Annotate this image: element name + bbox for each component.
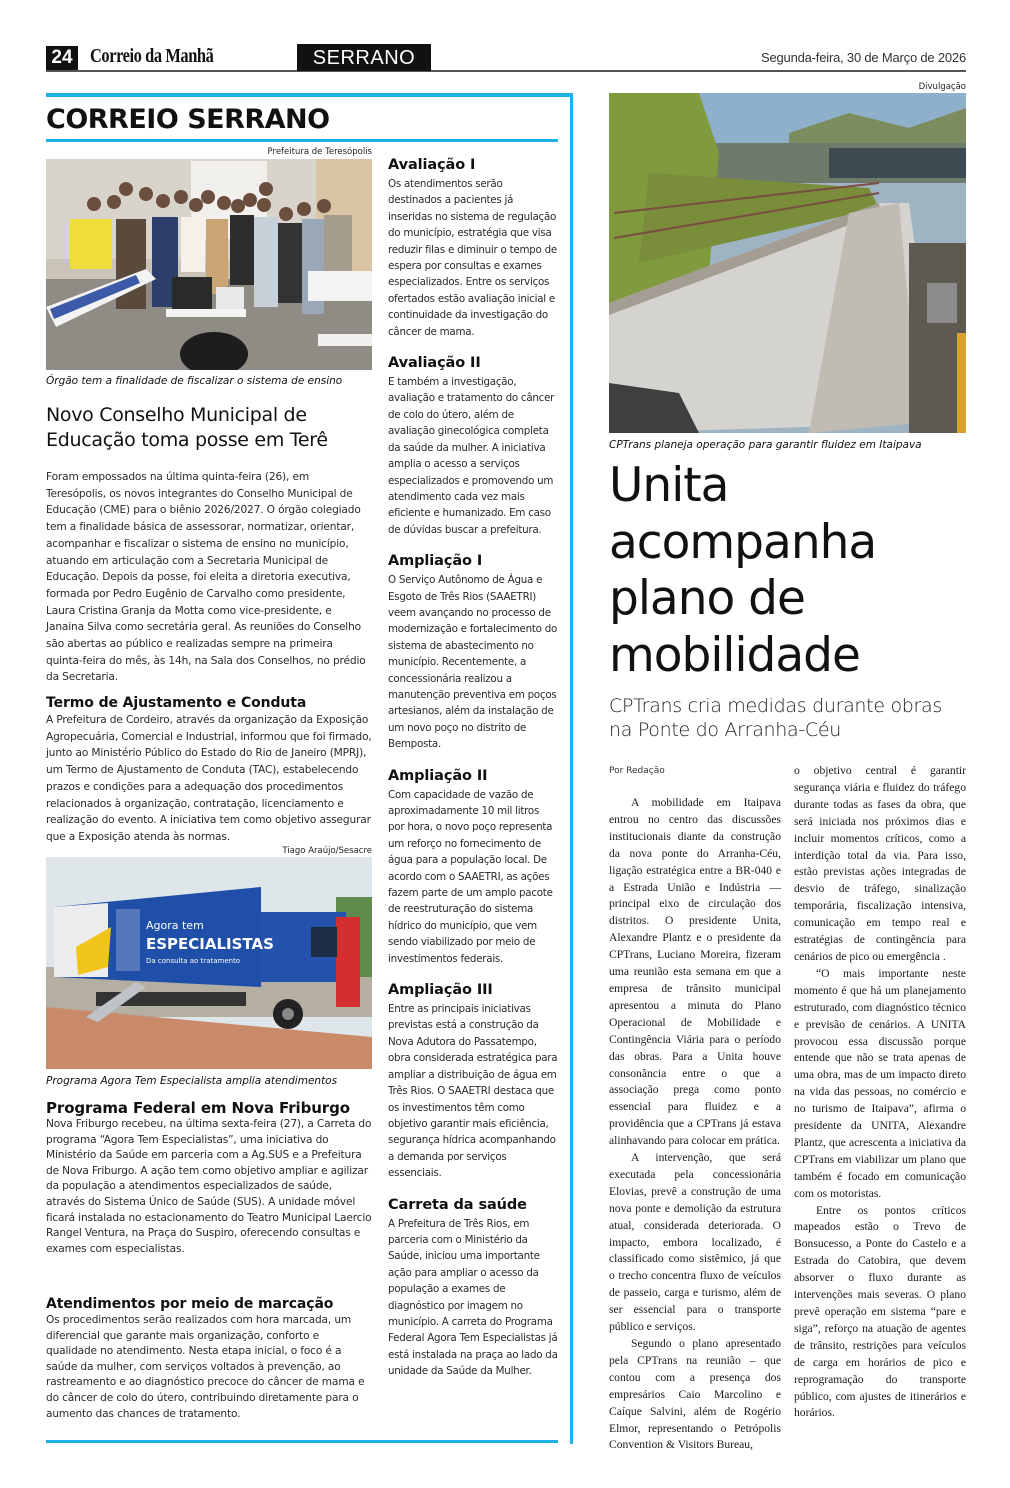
dateline: Segunda-feira, 30 de Março de 2026 <box>761 50 966 65</box>
middle-block <box>388 981 558 1181</box>
story-federal-program <box>46 1099 372 1257</box>
photo-credit: Tiago Araújo/Sesacre <box>282 846 372 856</box>
block-body: O Serviço Autônomo de Água e Esgoto de Três Rios (SAAETRI) veem avançando no processo de modernização e fortalecimento do sistema de abastecimento no município. Recentemente, a concessionária realizou a manutenção preventiva em poços artesianos, além da instalação de um novo poço no distrito de Bemposta. <box>388 574 558 751</box>
story-body: Os procedimentos serão realizados com hora marcada, um diferencial que garante mais organização, conforto e qualidade no atendimento. Nesta etapa inicial, o foco é a saúde da mulher, com serviços voltados à prevenção, ao rastreamento e ao diagnóstico precoce do câncer de mama e do câncer de colo do útero, contribuindo diretamente para o aumento das chances de tratamento. <box>46 1314 365 1420</box>
story-body: Nova Friburgo recebeu, na última sexta-feira (27), a Carreta do programa “Agora Tem Especialistas”, uma iniciativa do Ministério da Saúde em parceria com a Ag.SUS e a Prefeitura de Nova Friburgo. A ação tem como objetivo ampliar e agilizar da população a atendimentos especializados de saúde, através do Sistema Único de Saúde (SUS). A unidade móvel ficará instalada no estacionamento do Teatro Municipal Laercio Rangel Ventura, na Praça do Suspiro, oferecendo consultas e exames com especialistas. <box>46 1118 372 1255</box>
story-paragraph: “O mais importante neste momento é que há um planejamento estruturado, com diagnóstico técnico e previsão de cenários. A UNITA provocou essa discussão porque entende que não se trata apenas de uma obra, mas de um impacto direto na vida das pessoas, no comércio e no turismo de Itaipava”, afirma o presidente da UNITA, Alexandre Plantz, que acrescenta a iniciativa da CPTrans em viabilizar um plano que também é focado em comunicação com os motoristas. <box>794 966 966 1200</box>
story-body: A Prefeitura de Cordeiro, através da organização da Exposição Agropecuária, Comercial e Industrial, informou que foi firmado, junto ao Ministério Público do Estado do Rio de Janeiro (MPRJ), um Termo de Ajustamento de Conduta (TAC), estabelecendo prazos e condições para a adequação dos procedimentos relacionados à organização, contratação, licenciamento e realização do evento. A iniciativa tem como objetivo assegurar que a Exposição atenda às normas. <box>46 714 372 843</box>
photo-caption: Órgão tem a finalidade de fiscalizar o sistema de ensino <box>46 375 343 387</box>
truck-text-especialistas: ESPECIALISTAS <box>146 935 274 953</box>
middle-block <box>388 767 558 967</box>
block-body: Os atendimentos serão destinados a pacientes já inseridas no sistema de regulação do município, estratégia que visa reduzir filas e diminuir o tempo de espera por consultas e exames especializados. Entre os serviços ofertados estão avaliação inicial e continuidade da investigação do câncer de mama. <box>388 178 557 338</box>
bridge-photo <box>609 93 966 433</box>
story-appointments <box>46 1295 372 1422</box>
story-education-council <box>46 403 372 686</box>
newspaper-name: Correio da Manhã <box>90 45 214 67</box>
group-photo <box>46 159 372 370</box>
block-heading: Ampliação I <box>388 553 483 570</box>
block-heading: Ampliação III <box>388 982 493 999</box>
main-headline: Unita acompanha plano de mobilidade <box>609 458 877 683</box>
middle-column <box>388 156 558 1394</box>
bridge-photo-image <box>609 93 966 433</box>
block-body: Entre as principais iniciativas previstas está a construção da Nova Adutora do Passatempo, obra considerada estratégica para ampliar a distribuição de água em Três Rios. O SAAETRI destaca que os investimentos têm como objetivo garantir mais eficiência, segurança hídrica acompanhando a demanda por serviços essenciais. <box>388 1003 558 1180</box>
section-tag: SERRANO <box>297 44 431 71</box>
block-heading: Ampliação II <box>388 767 488 784</box>
masthead <box>46 44 966 72</box>
story-subheading: Programa Federal em Nova Friburgo <box>46 1099 350 1117</box>
story-tac <box>46 694 372 846</box>
block-heading: Carreta da saúde <box>388 1196 527 1213</box>
block-body: Com capacidade de vazão de aproximadamente 10 mil litros por hora, o novo poço representa um reforço no fornecimento de água para a população local. De acordo com o SAAETRI, as ações fazem parte de um amplo pacote de reestruturação do sistema hídrico do município, que vem sendo viabilizado por meio de investimentos federais. <box>388 788 553 965</box>
middle-block <box>388 156 558 340</box>
frame-bottom-rule <box>46 1440 558 1443</box>
story-body: Foram empossados na última quinta-feira (26), em Teresópolis, os novos integrantes do Conselho Municipal de Educação (CME) para o biênio 2026/2027. O órgão colegiado tem a finalidade básica de assessorar, normatizar, orientar, acompanhar e fiscalizar o sistema de ensino no município, atuando em articulação com a Secretaria Municipal de Educação. Depois da posse, foi eleita a diretoria executiva, formada por Pedro Eugênio de Carvalho como presidente, Laura Cristina Granja da Motta como vice-presidente, e Janaina Silva como secretária geral. As reuniões do Conselho são abertas ao público e realizadas sempre na primeira quinta-feira do mês, às 14h, na Sala dos Conselhos, no prédio da Secretaria. <box>46 471 366 684</box>
middle-block <box>388 552 558 752</box>
photo-credit: Divulgação <box>918 82 966 92</box>
main-deck: CPTrans cria medidas durante obras na Ponte do Arranha-Céu <box>609 695 942 741</box>
story-paragraph: A mobilidade em Itaipava entrou no centro das discussões institucionais diante da construção da nova ponte do Arranha-Céu, ligação estratégica entre a BR-040 e a Estrada União e Indústria — principal eixo de circulação dos distritos. O presidente Unita, Alexandre Plantz e o presidente da CPTrans, Luciano Moreira, fizeram uma reunião esta semana em que a empresa de trânsito municipal apresentou a minuta do Plano Operacional de Mobilidade e Contingência Viária para o período das obras. Para a Unita houve consonância entre o que a associação prega como ponto essencial para fluidez e a providência que a CPTrans já estava alinhavando para colocar em prática. <box>609 796 781 1148</box>
story-paragraph: Segundo o plano apresentado pela CPTrans na reunião – que contou com a presença dos empresários Caio Marcolino e Caíque Salvini, além de Rogério Elmor, representando o Petrópolis Convention & Visitors Bureau, <box>609 1337 781 1452</box>
truck-photo-image <box>46 857 372 1069</box>
story-paragraph: Entre os pontos críticos mapeados estão o Trevo de Bonsucesso, a Ponte do Castelo e a Estrada do Catobira, que devem absorver o fluxo durante as intervenções mais severas. O plano prevê operação em sistema “pare e siga”, reforço na atuação de agentes de trânsito, restrições para veículos de carga em horários de pico e reprogramação do transporte público, com ajustes de itinerários e horários. <box>794 1203 966 1420</box>
middle-block <box>388 1196 558 1380</box>
section-kicker: CORREIO SERRANO <box>46 104 330 135</box>
story-paragraph: o objetivo central é garantir segurança viária e fluidez do tráfego durante todas as fases da obra, que será iniciada nos próximos dias e incluir momentos críticos, como a interdição total da via. Para isso, estão previstas ações integradas de desvio de tráfego, sinalização temporária, fiscalização intensiva, comunicação em tempo real e estratégias de contingência para cenários de pico ou emergência . <box>794 764 966 963</box>
middle-block <box>388 354 558 538</box>
block-heading: Avaliação II <box>388 355 481 372</box>
photo-caption: Programa Agora Tem Especialista amplia atendimentos <box>46 1075 338 1087</box>
story-paragraph: A intervenção, que será executada pela concessionária Elovias, prevê a construção de uma nova ponte e demolição da estrutura atual, considerada deteriorada. O impacto, embora localizado, é classificado como sistêmico, já que o trecho concentra fluxo de veículos de passeio, carga e turismo, além de ser essencial para o transporte público e serviços. <box>609 1151 781 1334</box>
story-headline: Novo Conselho Municipal de Educação toma posse em Terê <box>46 404 328 451</box>
kicker-rule <box>46 139 558 142</box>
truck-text-agora: Agora tem <box>146 919 204 932</box>
frame-right-rule <box>570 93 573 1444</box>
photo-caption: CPTrans planeja operação para garantir fluidez em Itaipava <box>609 439 922 451</box>
truck-photo <box>46 857 372 1069</box>
block-body: A Prefeitura de Três Rios, em parceria com o Ministério da Saúde, iniciou uma importante ação para ampliar o acesso da população a exames de diagnóstico por imagem no município. A carreta do Programa Federal Agora Tem Especialistas já está instalada na praça ao lado da unidade da Saúde da Mulher. <box>388 1217 558 1378</box>
frame-top-rule <box>46 93 572 97</box>
byline: Por Redação <box>609 766 665 776</box>
photo-credit: Prefeitura de Teresópolis <box>267 147 372 157</box>
group-photo-image <box>46 159 372 370</box>
block-body: E também a investigação, avaliação e tratamento do câncer de colo do útero, além de avaliação ginecológica completa da saúde da mulher. A iniciativa amplia o acesso a serviços especializados e promovendo um atendimento cada vez mais eficiente e humanizado. Em caso de dúvidas buscar a prefeitura. <box>388 376 555 536</box>
story-subheading: Termo de Ajustamento e Conduta <box>46 695 307 711</box>
truck-text-tagline: Da consulta ao tratamento <box>146 957 241 965</box>
main-story-column-1 <box>609 795 781 1454</box>
block-heading: Avaliação I <box>388 157 476 173</box>
page-number: 24 <box>46 46 78 70</box>
story-subheading: Atendimentos por meio de marcação <box>46 1296 334 1312</box>
main-story-column-2 <box>794 763 966 1422</box>
